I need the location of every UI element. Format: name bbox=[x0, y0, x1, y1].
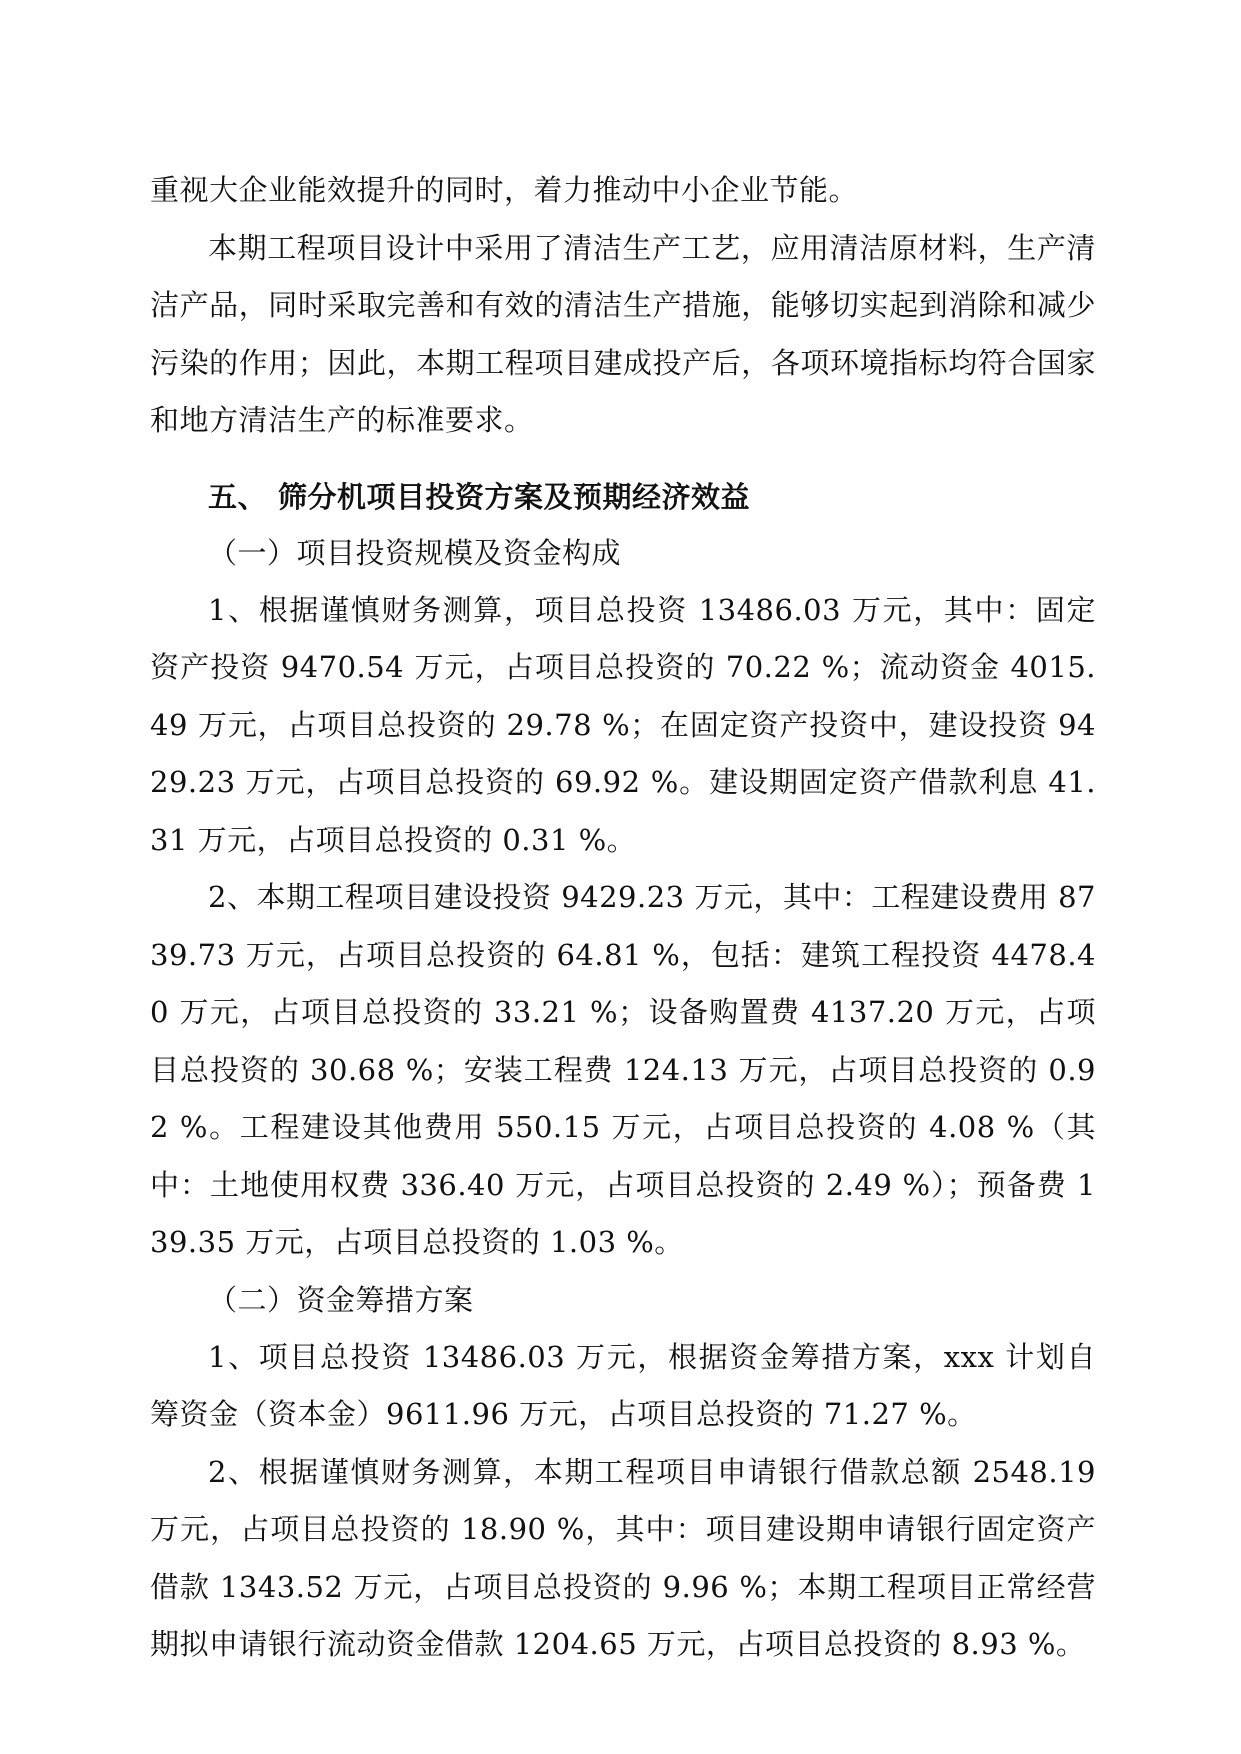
paragraph-clean-production: 本期工程项目设计中采用了清洁生产工艺，应用清洁原材料，生产清洁产品，同时采取完善和有效的清洁生产措施，能够切实起到消除和减少污染的作用；因此，本期工程项目建成投产后，各项环境指标均符合国家和地方清洁生产的标准要求。 bbox=[150, 230, 1096, 437]
subsection-heading-financing-plan: （二）资金筹措方案 bbox=[208, 1282, 474, 1317]
paragraph-construction-investment: 2、本期工程项目建设投资 9429.23 万元，其中：工程建设费用 8739.73 万元，占项目总投资的 64.81 %，包括：建筑工程投资 4478.40 万元，占项目总投资的 33.21 %；设备购置费 4137.20 万元，占项目总投资的 30.68 %；安装工程费 124.13 万元，占项目总投资的 0.92 %。工程建设其他费用 550.15 万元，占项目总投资的 4.08 %（其中：土地使用权费 336.40 万元，占项目总投资的 2.49 %）；预备费 139.35 万元，占项目总投资的 1.03 %。 bbox=[150, 880, 1096, 1259]
section-title: 筛分机项目投资方案及预期经济效益 bbox=[278, 479, 751, 514]
paragraph-total-investment: 1、根据谨慎财务测算，项目总投资 13486.03 万元，其中：固定资产投资 9470.54 万元，占项目总投资的 70.22 %；流动资金 4015.49 万元，占项目总投资的 29.78 %；在固定资产投资中，建设投资 9429.23 万元，占项目总投资的 69.92 %。建设期固定资产借款利息 41.31 万元，占项目总投资的 0.31 %。 bbox=[150, 592, 1096, 857]
section-number: 五、 bbox=[208, 479, 268, 514]
page-body bbox=[150, 162, 1096, 1674]
section-heading bbox=[150, 470, 1096, 525]
paragraph-bank-loans: 2、根据谨慎财务测算，本期工程项目申请银行借款总额 2548.19 万元，占项目总投资的 18.90 %，其中：项目建设期申请银行固定资产借款 1343.52 万元，占项目总投资的 9.96 %；本期工程项目正常经营期拟申请银行流动资金借款 1204.65 万元，占项目总投资的 8.93 %。 bbox=[150, 1454, 1096, 1661]
paragraph-continued: 重视大企业能效提升的同时，着力推动中小企业节能。 bbox=[150, 173, 859, 207]
paragraph-self-raised-funds: 1、项目总投资 13486.03 万元，根据资金筹措方案，xxx 计划自筹资金（资本金）9611.96 万元，占项目总投资的 71.27 %。 bbox=[150, 1339, 1096, 1431]
subsection-heading-investment-scale: （一）项目投资规模及资金构成 bbox=[208, 535, 622, 570]
